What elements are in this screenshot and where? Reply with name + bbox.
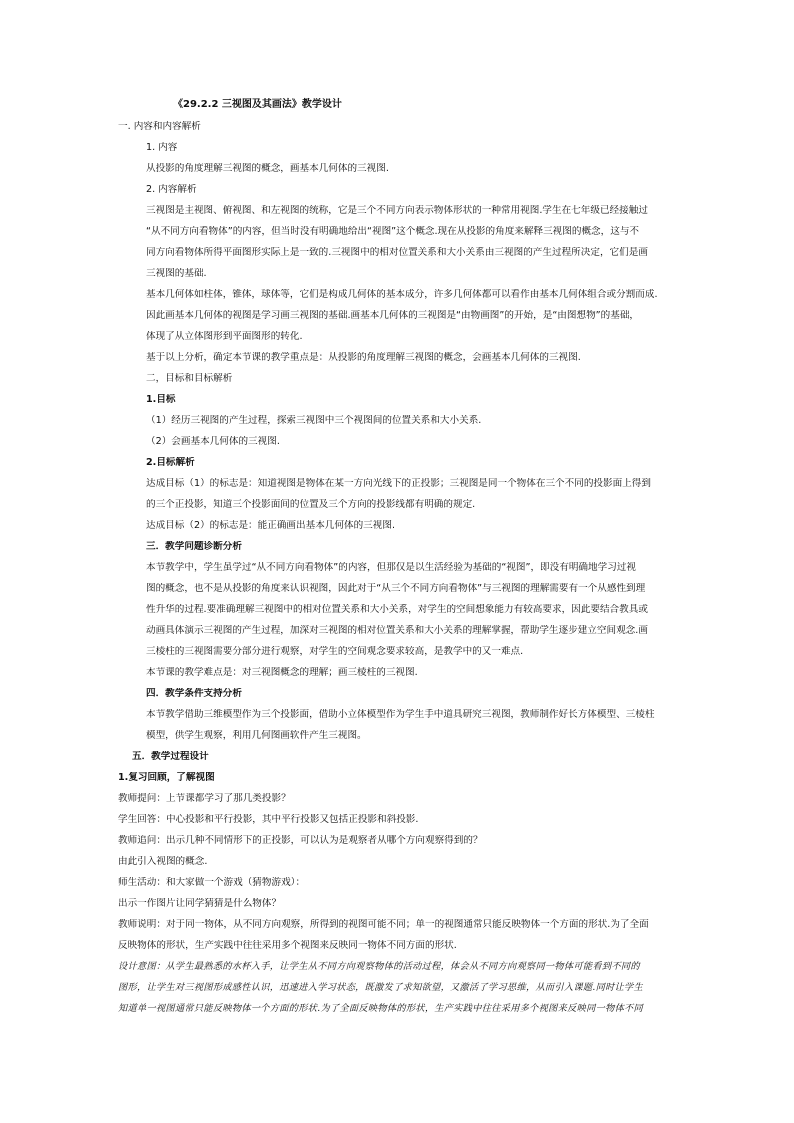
paragraph-line: 体现了从立体图形到平面图形的转化. xyxy=(146,331,303,342)
paragraph-line: 模型，供学生观察，利用几何图画软件产生三视图。 xyxy=(146,730,367,741)
section-4-heading: 四．教学条件支持分析 xyxy=(146,688,242,699)
paragraph-line: 设计意图：从学生最熟悉的水杯入手，让学生从不同方向观察物体的活动过程，体会从不同方向观察同一物体可能看到不同的 xyxy=(118,961,640,972)
paragraph-line: 基本几何体如柱体，锥体，球体等，它们是构成几何体的基本成分，许多几何体都可以看作由基本几何体组合或分割而成. xyxy=(146,289,658,300)
list-item: （1）经历三视图的产生过程，探索三视图中三个视图间的位置关系和大小关系. xyxy=(146,415,482,426)
paragraph-line: 基于以上分析，确定本节课的教学重点是：从投影的角度理解三视图的概念，会画基本几何体的三视图. xyxy=(146,352,581,363)
paragraph-line: 图的概念，也不是从投影的角度来认识视图，因此对于“从三个不同方向看物体”与三视图的理解需要有一个从感性到理 xyxy=(146,583,646,594)
paragraph-line: 反映物体的形状，生产实践中往往采用多个视图来反映同一物体不同方面的形状. xyxy=(118,940,457,951)
paragraph-line: 因此画基本几何体的视图是学习画三视图的基础.画基本几何体的三视图是“由物画图”的开始，是“由图想物”的基础， xyxy=(146,310,640,321)
paragraph-line: 动画具体演示三视图的产生过程，加深对三视图的相对位置关系和大小关系的理解掌握，帮助学生逐步建立空间观念.画 xyxy=(146,625,648,636)
paragraph-line: 教师提问：上节课都学习了那几类投影？ xyxy=(118,793,291,804)
paragraph-line: 教师说明：对于同一物体，从不同方向观察，所得到的视图可能不同；单一的视图通常只能反映物体一个方面的形状.为了全面 xyxy=(118,919,649,930)
paragraph-line: 由此引入视图的概念. xyxy=(118,856,208,867)
section-5-heading: 五．教学过程设计 xyxy=(132,751,209,762)
paragraph-line: 三视图是主视图、俯视图、和左视图的统称，它是三个不同方向表示物体形状的一种常用视图.学生在七年级已经接触过 xyxy=(146,205,648,216)
paragraph-line: 师生活动：和大家做一个游戏（猜物游戏）： xyxy=(118,877,306,888)
section-2-heading: 二，目标和目标解析 xyxy=(146,373,233,384)
paragraph-line: 三视图的基础. xyxy=(146,268,207,279)
paragraph-line: 达成目标（2）的标志是：能正确画出基本几何体的三视图. xyxy=(146,520,395,531)
paragraph-line: 出示一作图片让同学猜猜是什么物体？ xyxy=(118,898,282,909)
paragraph-line: 三棱柱的三视图需要分部分进行观察，对学生的空间观念要求较高，是教学中的又一难点. xyxy=(146,646,524,657)
paragraph-line: 图形，让学生对三视图形成感性认识，迅速进入学习状态，既激发了求知欲望，又激活了学习思维，从而引入课题.同时让学生 xyxy=(118,982,644,993)
subsection-2-2-heading: 2.目标解析 xyxy=(146,457,195,468)
document-title: 《29.2.2 三视图及其画法》教学设计 xyxy=(173,99,342,110)
paragraph-line: “从不同方向看物体”的内容，但当时没有明确地给出“视图”这个概念.现在从投影的角度来解释三视图的概念，这与不 xyxy=(146,226,640,237)
paragraph-line: 本节课的教学难点是：对三视图概念的理解；画三棱柱的三视图. xyxy=(146,667,418,678)
paragraph-line: 知道单一视图通常只能反映物体一个方面的形状.为了全面反映物体的形状，生产实践中往往采用多个视图来反映同一物体不同 xyxy=(118,1003,644,1014)
paragraph-line: 学生回答：中心投影和平行投影，其中平行投影又包括正投影和斜投影. xyxy=(118,814,419,825)
subsection-1-1-heading: 1. 内容 xyxy=(146,142,178,153)
step-1-heading: 1.复习回顾，了解视图 xyxy=(118,772,215,783)
subsection-2-1-heading: 1.目标 xyxy=(146,394,176,405)
paragraph: 从投影的角度理解三视图的概念，画基本几何体的三视图. xyxy=(146,163,389,174)
paragraph-line: 同方向看物体所得平面图形实际上是一致的.三视图中的相对位置关系和大小关系由三视图的产生过程所决定，它们是画 xyxy=(146,247,648,258)
paragraph-line: 达成目标（1）的标志是：知道视图是物体在某一方向光线下的正投影；三视图是同一个物体在三个不同的投影面上得到 xyxy=(146,478,651,489)
section-1-heading: 一. 内容和内容解析 xyxy=(118,121,201,132)
subsection-1-2-heading: 2. 内容解析 xyxy=(146,184,197,195)
section-3-heading: 三．教学问题诊断分析 xyxy=(146,541,242,552)
paragraph-line: 教师追问：出示几种不同情形下的正投影，可以认为是观察者从哪个方向观察得到的？ xyxy=(118,835,483,846)
paragraph-line: 本节教学中，学生虽学过“从不同方向看物体”的内容，但那仅是以生活经验为基础的“视图”，即没有明确地学习过视 xyxy=(146,562,636,573)
paragraph-line: 性升华的过程.要准确理解三视图中的相对位置关系和大小关系，对学生的空间想象能力有较高要求，因此要结合教具或 xyxy=(146,604,648,615)
paragraph-line: 的三个正投影，知道三个投影面间的位置及三个方向的投影线都有明确的规定. xyxy=(146,499,476,510)
paragraph-line: 本节教学借助三维模型作为三个投影面，借助小立体模型作为学生手中道具研究三视图，教师制作好长方体模型、三棱柱 xyxy=(146,709,655,720)
list-item: （2）会画基本几何体的三视图. xyxy=(146,436,280,447)
